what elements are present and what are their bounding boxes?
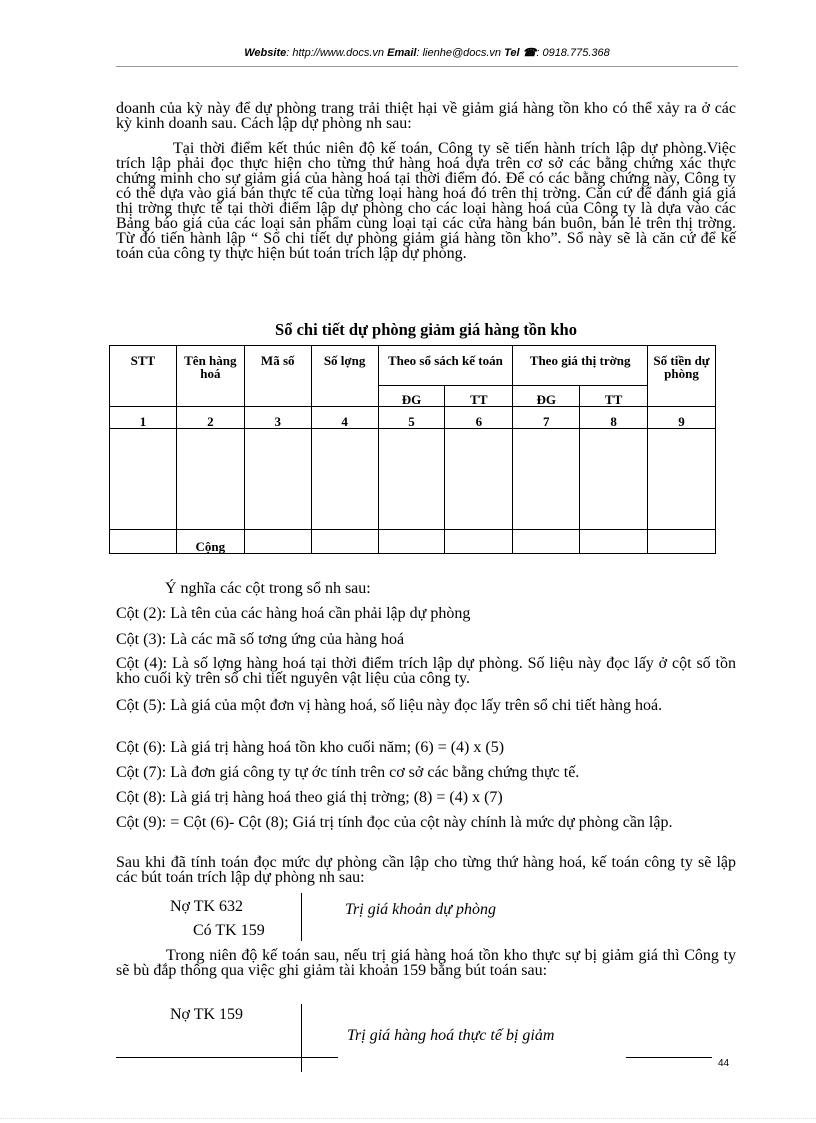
tel-label: Tel ☎ bbox=[504, 47, 537, 59]
entry1-debit: Nợ TK 632 bbox=[170, 898, 244, 915]
meaning-item: Cột (2): Là tên của các hàng hoá cần phải lập dự phòng bbox=[116, 605, 471, 622]
page-bottom-dotline bbox=[0, 1118, 816, 1119]
header-so-tien-du-phong: Số tiền dự phòng bbox=[648, 346, 716, 407]
entry2-debit: Nợ TK 159 bbox=[170, 1006, 244, 1023]
header-tt-market: TT bbox=[580, 386, 648, 407]
col-number: 9 bbox=[648, 407, 716, 429]
col-number: 2 bbox=[176, 407, 244, 429]
total-label: Cộng bbox=[176, 530, 244, 554]
entry1-description: Trị giá khoản dự phòng bbox=[345, 901, 496, 918]
after-paragraph: Sau khi đã tính toán đọc mức dự phòng cần lập cho từng thứ hàng hoá, kế toán công ty sẽ lập các bút toán trích lập dự phòng nh sau: bbox=[116, 854, 736, 886]
header-ma-so: Mã số bbox=[244, 346, 311, 407]
page-number: 44 bbox=[718, 1058, 730, 1069]
header-theo-so-sach: Theo sổ sách kế toán bbox=[378, 346, 513, 386]
header-ten-hang-hoa: Tên hàng hoá bbox=[176, 346, 244, 407]
entry2-divider bbox=[301, 1004, 302, 1072]
header-stt: STT bbox=[110, 346, 177, 407]
website-value: : http://www.docs.vn bbox=[286, 47, 385, 59]
meaning-item: Cột (6): Là giá trị hàng hoá tồn kho cuối năm; (6) = (4) x (5) bbox=[116, 739, 505, 756]
entry1-credit: Có TK 159 bbox=[193, 922, 265, 939]
header-so-luong: Số lợng bbox=[311, 346, 378, 407]
tel-value: : 0918.775.368 bbox=[536, 47, 610, 59]
meaning-item: Cột (3): Là các mã số tơng ứng của hàng hoá bbox=[116, 631, 405, 648]
table-row bbox=[110, 429, 716, 530]
email-label: Email bbox=[387, 47, 417, 59]
header-dg-book: ĐG bbox=[378, 386, 445, 407]
col-number: 1 bbox=[110, 407, 177, 429]
total-row bbox=[110, 530, 716, 554]
intro-paragraph-2: Tại thời điểm kết thúc niên độ kế toán, Công ty sẽ tiến hành trích lập dự phòng.Việc trích lập phải đọc thực hiện cho từng thứ hàng hoá dựa trên cơ sở các bằng chứng xác thực chứng minh cho sự giảm giá của hàng hoá tại thời điểm đó. Để có các bằng chứng này, Công ty có thể dựa vào giá bán thực tế của từng loại hàng hoá đó trên thị trờng. Căn cứ để đánh giá giá thị trờng thực tế tại thời điểm lập dự phòng cho các loại hàng hoá của Công ty là dựa vào các Bảng báo giá của các loại sản phẩm cùng loại tại các cửa hàng bán buôn, bán lẻ trên thị trờng. Từ đó tiến hành lập “ Sổ chi tiết dự phòng giảm giá hàng tồn kho”. Sổ này sẽ là căn cứ để kế toán của công ty thực hiện bút toán trích lập dự phòng. bbox=[116, 140, 736, 262]
intro-paragraph-1: doanh của kỳ này để dự phòng trang trải thiệt hại về giảm giá hàng tồn kho có thể xảy ra ở các kỳ kinh doanh sau. Cách lập dự phòng nh sau: bbox=[116, 100, 736, 132]
header-divider bbox=[116, 66, 738, 67]
page-header bbox=[116, 46, 738, 59]
provision-ledger-table bbox=[109, 345, 716, 554]
footer-rule-left bbox=[116, 1057, 338, 1058]
col-number: 4 bbox=[311, 407, 378, 429]
header-theo-gia-thi-truong: Theo giá thị trờng bbox=[513, 346, 648, 386]
col-number: 3 bbox=[244, 407, 311, 429]
entry1-divider bbox=[301, 893, 302, 941]
col-number: 6 bbox=[445, 407, 513, 429]
meaning-item: Cột (9): = Cột (6)- Cột (8); Giá trị tính đọc của cột này chính là mức dự phòng cần lập. bbox=[116, 814, 673, 831]
col-number: 5 bbox=[378, 407, 445, 429]
col-number: 8 bbox=[580, 407, 648, 429]
header-dg-market: ĐG bbox=[513, 386, 580, 407]
email-value: : lienhe@docs.vn bbox=[416, 47, 502, 59]
meaning-item: Cột (4): Là số lợng hàng hoá tại thời điểm trích lập dự phòng. Số liệu này đọc lấy ở cột số tồn kho cuối kỳ trên sổ chi tiết nguyên vật liệu của công ty. bbox=[116, 655, 736, 687]
meaning-item: Cột (5): Là giá của một đơn vị hàng hoá, số liệu này đọc lấy trên sổ chi tiết hàng hoá. bbox=[116, 697, 663, 714]
header-tt-book: TT bbox=[445, 386, 513, 407]
footer-rule-right bbox=[626, 1057, 712, 1058]
meaning-item: Cột (7): Là đơn giá công ty tự ớc tính trên cơ sở các bằng chứng thực tế. bbox=[116, 764, 580, 781]
next-year-paragraph: Trong niên độ kế toán sau, nếu trị giá hàng hoá tồn kho thực sự bị giảm giá thì Công ty sẽ bù đắp thông qua việc ghi giảm tài khoản 159 bằng bút toán sau: bbox=[116, 947, 736, 979]
meaning-title: Ý nghĩa các cột trong sổ nh sau: bbox=[165, 580, 371, 597]
website-label: Website bbox=[244, 47, 287, 59]
entry2-description: Trị giá hàng hoá thực tế bị giảm bbox=[347, 1027, 555, 1044]
table-title: Sổ chi tiết dự phòng giảm giá hàng tồn kho bbox=[275, 320, 577, 339]
meaning-item: Cột (8): Là giá trị hàng hoá theo giá thị trờng; (8) = (4) x (7) bbox=[116, 789, 503, 806]
col-number: 7 bbox=[513, 407, 580, 429]
